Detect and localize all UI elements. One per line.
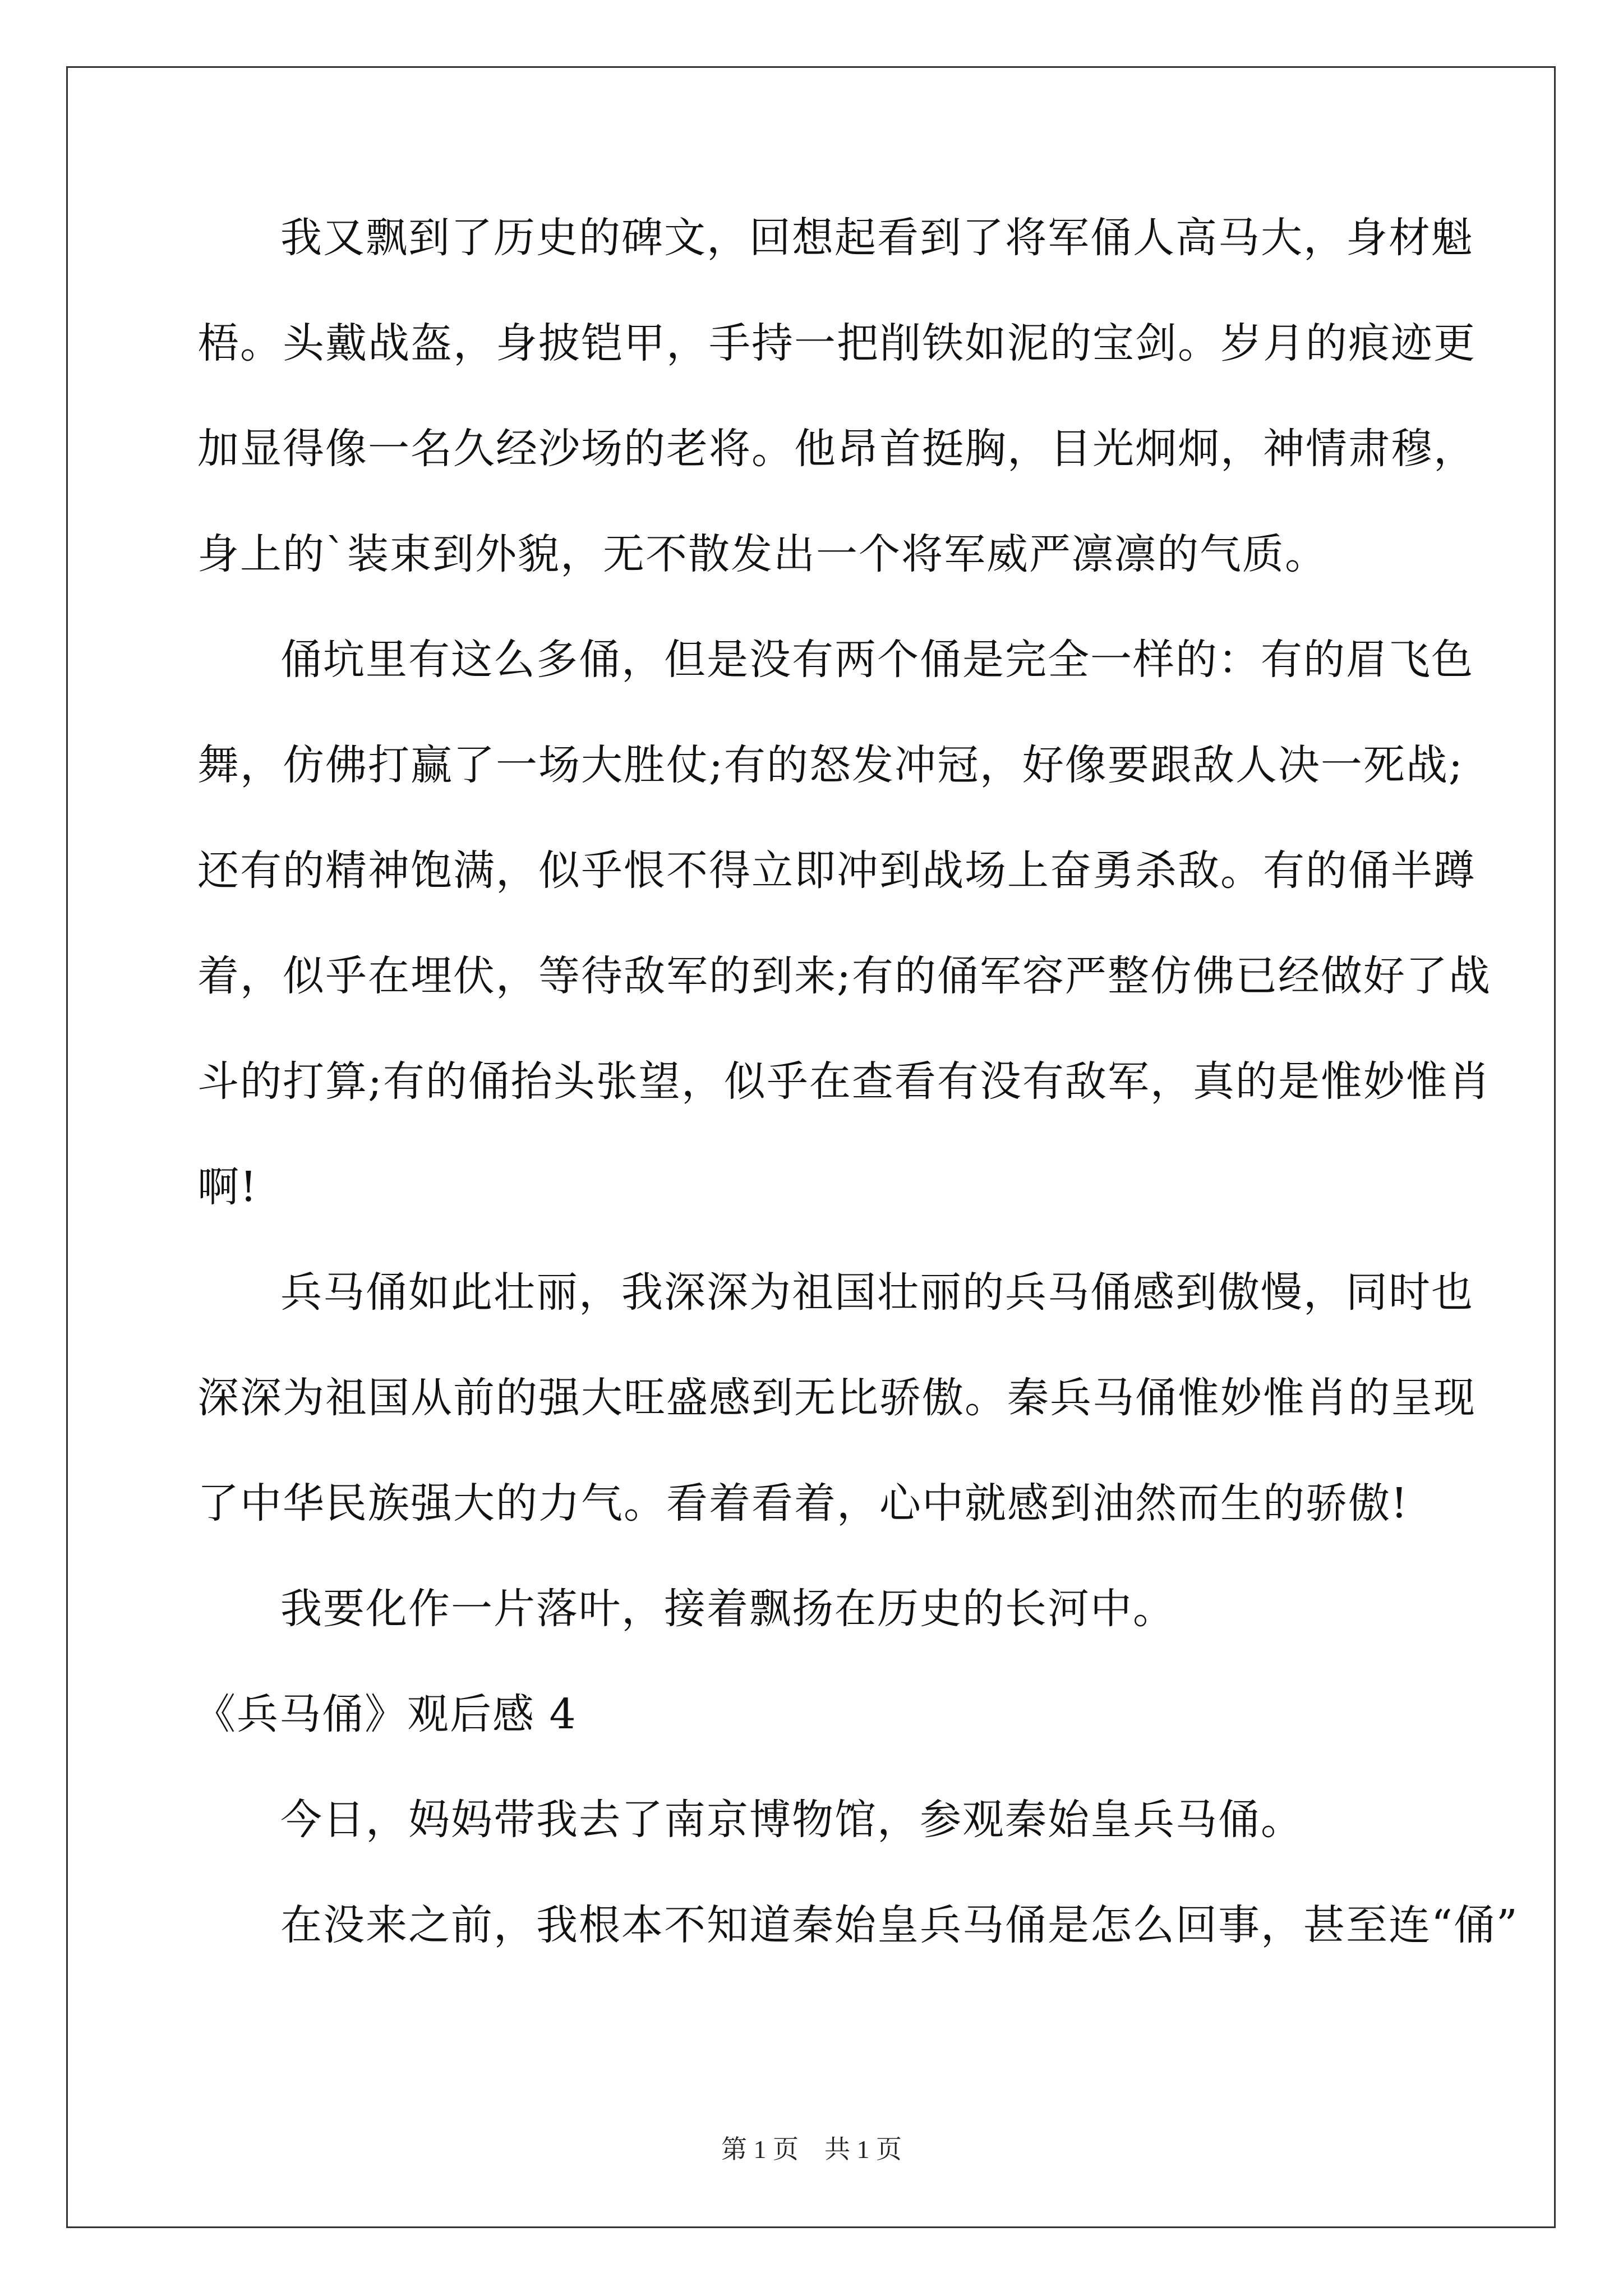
text-line: 斗的打算;有的俑抬头张望，似乎在查看有没有敌军，真的是惟妙惟肖 xyxy=(197,1057,1491,1106)
text-line: 梧。头戴战盔，身披铠甲，手持一把削铁如泥的宝剑。岁月的痕迹更 xyxy=(197,319,1476,367)
text-line: 我又飘到了历史的碑文，回想起看到了将军俑人高马大，身材魁 xyxy=(280,214,1474,262)
text-line: 在没来之前，我根本不知道秦始皇兵马俑是怎么回事，甚至连“俑” xyxy=(280,1901,1519,1949)
text-line: 啊! xyxy=(197,1163,258,1211)
text-line: 我要化作一片落叶，接着飘扬在历史的长河中。 xyxy=(280,1585,1175,1633)
text-line: 今日，妈妈带我去了南京博物馆，参观秦始皇兵马俑。 xyxy=(280,1796,1303,1844)
text-line: 兵马俑如此壮丽，我深深为祖国壮丽的兵马俑感到傲慢，同时也 xyxy=(280,1268,1474,1317)
text-line: 加显得像一名久经沙场的老将。他昂首挺胸，目光炯炯，神情肃穆， xyxy=(197,425,1476,473)
text-line: 俑坑里有这么多俑，但是没有两个俑是完全一样的：有的眉飞色 xyxy=(280,636,1474,684)
text-line: 还有的精神饱满，似乎恨不得立即冲到战场上奋勇杀敌。有的俑半蹲 xyxy=(197,846,1476,895)
document-body xyxy=(194,185,1519,1978)
text-line: 着，似乎在埋伏，等待敌军的到来;有的俑军容严整仿佛已经做好了战 xyxy=(197,952,1491,1000)
page-footer: 第 1 页 共 1 页 xyxy=(721,2135,902,2164)
text-line: 了中华民族强大的力气。看着看着，心中就感到油然而生的骄傲! xyxy=(197,1479,1409,1527)
text-line: 舞，仿佛打赢了一场大胜仗;有的怒发冲冠，好像要跟敌人决一死战; xyxy=(197,741,1464,789)
section-heading: 《兵马俑》观后感 4 xyxy=(194,1690,577,1738)
text-line: 身上的`装束到外貌，无不散发出一个将军威严凛凛的气质。 xyxy=(197,530,1327,578)
text-line: 深深为祖国从前的强大旺盛感到无比骄傲。秦兵马俑惟妙惟肖的呈现 xyxy=(197,1374,1476,1422)
